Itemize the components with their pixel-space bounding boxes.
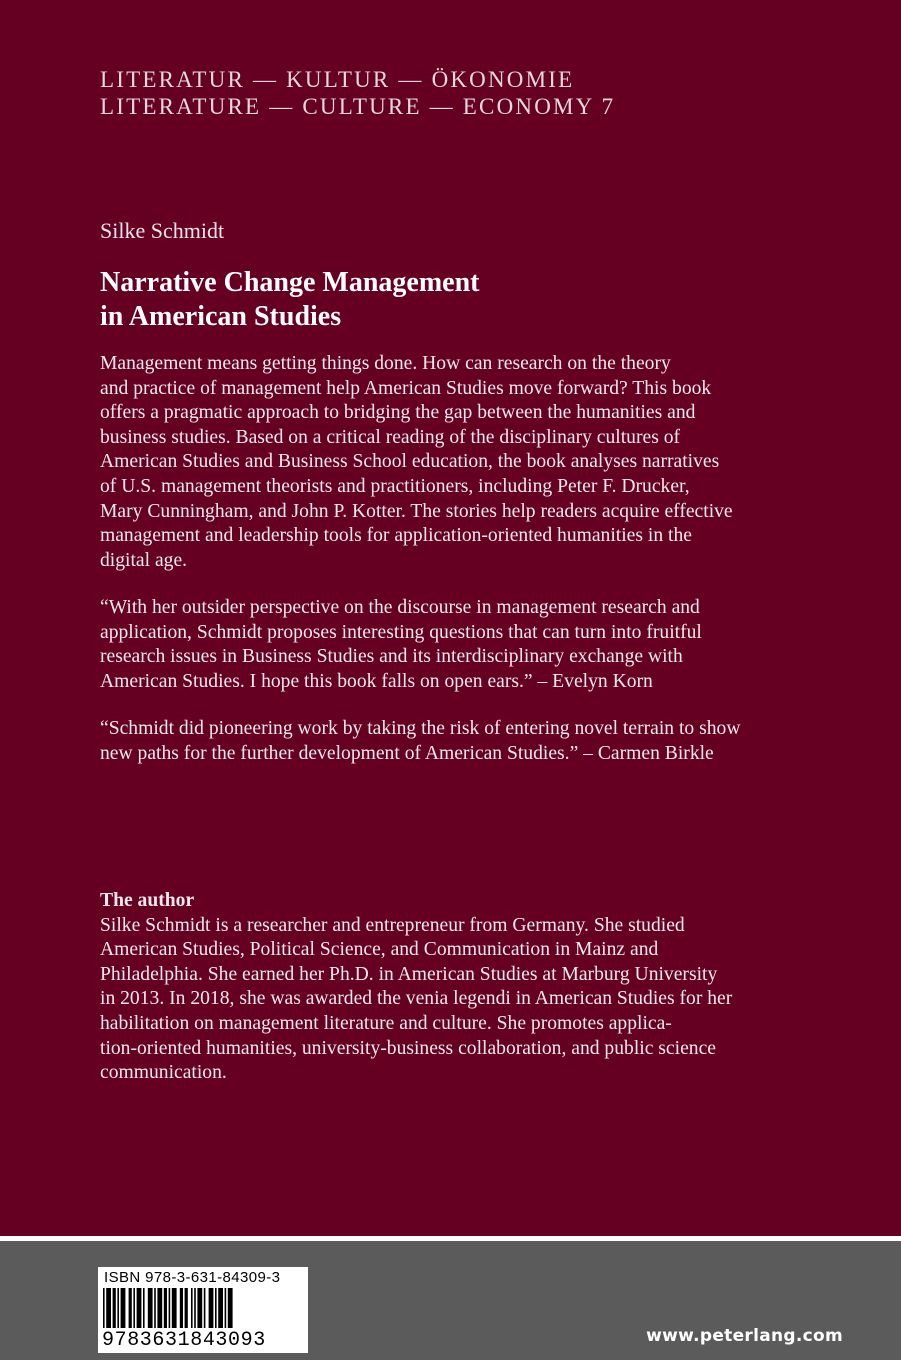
quote-carmen-birkle [100,717,840,766]
about-author-line: American Studies, Political Science, and Communication in Mainz and [100,939,659,961]
quote-line: “With her outsider perspective on the discourse in management research and [100,597,700,618]
quote-evelyn-korn [100,596,840,694]
blurb-line: American Studies and Business School education, the book analyses narratives [100,451,720,473]
author-name: Silke Schmidt [100,218,225,243]
barcode-bar [113,1288,116,1328]
about-author-heading: The author [100,890,195,911]
barcode-bar [180,1288,183,1328]
barcode-bar [194,1288,196,1328]
blurb-line: Management means getting things done. How can research on the theory [100,353,671,374]
barcode-bar [164,1288,167,1328]
barcode-bar [157,1288,162,1328]
barcode-bar [172,1288,177,1328]
barcode-bar [133,1288,135,1328]
barcode-digits: 9783631843093 [102,1329,266,1352]
publisher-website: www.peterlang.com [646,1326,843,1346]
blurb-paragraph [100,352,840,573]
barcode-bar [103,1288,105,1328]
blurb-line: and practice of management help American Studies move forward? This book [100,377,712,399]
book-title [100,266,479,334]
barcode-bar [117,1288,119,1328]
barcode-bar [185,1288,188,1328]
about-author-line: tion-oriented humanities, university-business collaboration, and public science [100,1037,716,1059]
blurb-line: digital age. [100,549,188,571]
barcode-bar [191,1288,193,1328]
blurb-line: management and leadership tools for application-oriented humanities in the [100,525,692,547]
series-title [100,66,615,120]
barcode-bar [215,1288,217,1328]
barcode-bar [169,1288,171,1328]
barcode-bar [197,1288,202,1328]
barcode-bar [129,1288,132,1328]
quote-line: new paths for the further development of American Studies.” – Carmen Birkle [100,742,714,764]
about-author-line: habilitation on management literature and culture. She promotes applica- [100,1012,672,1034]
quote-line: research issues in Business Studies and its interdisciplinary exchange with [100,646,683,668]
barcode-bar [148,1288,153,1328]
about-author-line: Silke Schmidt is a researcher and entrepreneur from Germany. She studied [100,914,685,936]
barcode-bar [225,1288,227,1328]
barcode-bar [121,1288,126,1328]
book-title-line-2: in American Studies [100,301,342,332]
series-line-german: LITERATUR — KULTUR — ÖKONOMIE [100,67,575,92]
isbn-barcode [98,1267,308,1353]
blurb-line: offers a pragmatic approach to bridging the gap between the humanities and [100,402,696,424]
barcode-bar [137,1288,142,1328]
barcode-bar [143,1288,145,1328]
barcode-bar [228,1288,233,1328]
about-author-line: Philadelphia. She earned her Ph.D. in American Studies at Marburg University [100,963,718,985]
book-title-line-1: Narrative Change Management [100,267,480,298]
about-author-line: communication. [100,1062,227,1084]
series-line-english: LITERATURE — CULTURE — ECONOMY 7 [100,94,616,119]
blurb-line: business studies. Based on a critical reading of the disciplinary cultures of [100,426,681,448]
barcode-bar [218,1288,223,1328]
barcode-bar [209,1288,214,1328]
quote-line: application, Schmidt proposes interesting questions that can turn into fruitful [100,621,702,643]
barcode-bars [102,1288,304,1328]
isbn-label: ISBN 978-3-631-84309-3 [104,1269,281,1286]
blurb-line: Mary Cunningham, and John P. Kotter. The stories help readers acquire effective [100,500,733,522]
about-author-line: in 2013. In 2018, she was awarded the venia legendi in American Studies for her [100,988,733,1010]
barcode-bar [154,1288,156,1328]
about-author [100,889,840,1086]
quote-line: American Studies. I hope this book falls on open ears.” – Evelyn Korn [100,670,653,692]
barcode-bar [204,1288,206,1328]
barcode-bar [106,1288,111,1328]
footer-band [0,1241,901,1360]
quote-line: “Schmidt did pioneering work by taking the risk of entering novel terrain to show [100,718,741,739]
blurb-line: of U.S. management theorists and practitioners, including Peter F. Drucker, [100,475,690,497]
